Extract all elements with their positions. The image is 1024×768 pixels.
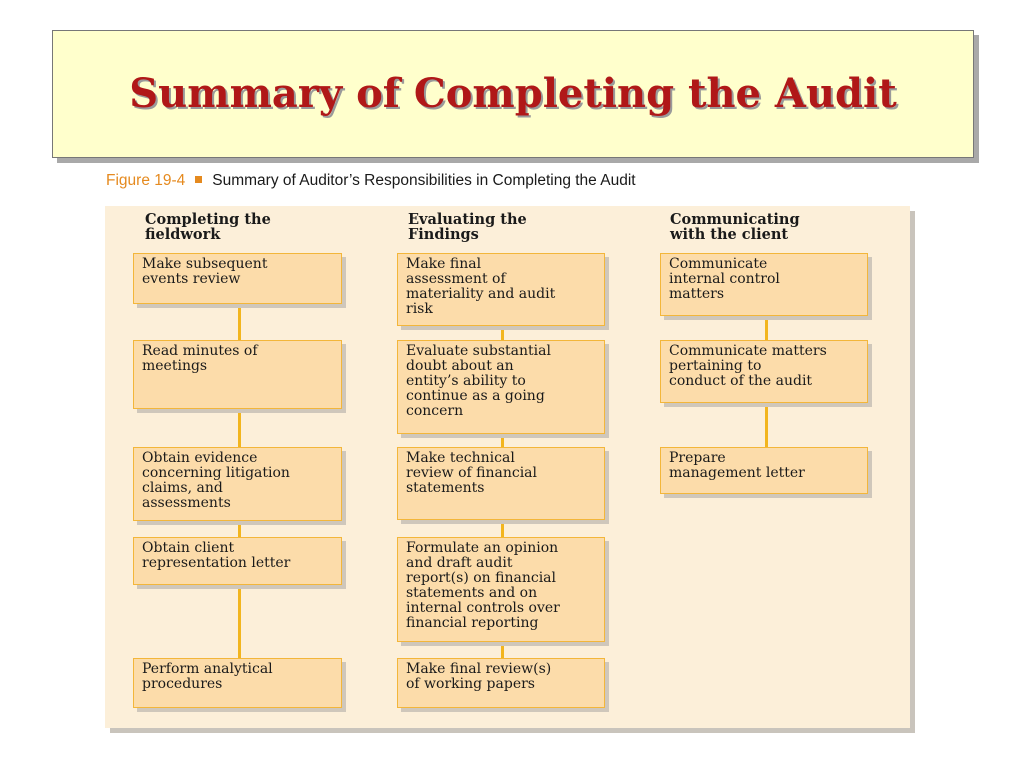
step-subsequent-events: Make subsequent events review — [133, 253, 342, 304]
step-representation-letter: Obtain client representation letter — [133, 537, 342, 585]
flow-connector — [238, 585, 241, 658]
flow-connector — [238, 409, 241, 447]
figure-caption-text: Summary of Auditor’s Responsibilities in Completing the Audit — [212, 172, 636, 189]
column-header-findings: Evaluating the Findings — [408, 211, 527, 243]
flow-connector — [501, 642, 504, 658]
flow-connector — [501, 520, 504, 537]
column-header-client: Communicating with the client — [670, 211, 800, 243]
figure-caption — [106, 172, 926, 190]
caption-bullet-icon — [195, 176, 202, 183]
step-materiality-assessment: Make final assessment of materiality and audit risk — [397, 253, 605, 326]
flow-connector — [501, 434, 504, 447]
figure-number: Figure 19-4 — [106, 172, 186, 189]
flow-connector — [765, 403, 768, 447]
flow-connector — [238, 304, 241, 340]
step-read-minutes: Read minutes of meetings — [133, 340, 342, 409]
flow-connector — [765, 316, 768, 340]
step-analytical-procedures: Perform analytical procedures — [133, 658, 342, 708]
step-litigation-evidence: Obtain evidence concerning litigation claims, and assessments — [133, 447, 342, 521]
step-management-letter: Prepare management letter — [660, 447, 868, 494]
step-internal-control-matters: Communicate internal control matters — [660, 253, 868, 316]
slide-title-box — [52, 30, 974, 158]
column-header-fieldwork: Completing the fieldwork — [145, 211, 271, 243]
step-conduct-matters: Communicate matters pertaining to conduct of the audit — [660, 340, 868, 403]
step-formulate-opinion: Formulate an opinion and draft audit report(s) on financial statements and on internal controls over financial reporting — [397, 537, 605, 642]
step-going-concern: Evaluate substantial doubt about an entity’s ability to continue as a going concern — [397, 340, 605, 434]
slide-title: Summary of Completing the Audit — [129, 70, 897, 117]
flow-connector — [238, 521, 241, 537]
step-technical-review: Make technical review of financial statements — [397, 447, 605, 520]
step-final-review: Make final review(s) of working papers — [397, 658, 605, 708]
flow-connector — [501, 326, 504, 340]
